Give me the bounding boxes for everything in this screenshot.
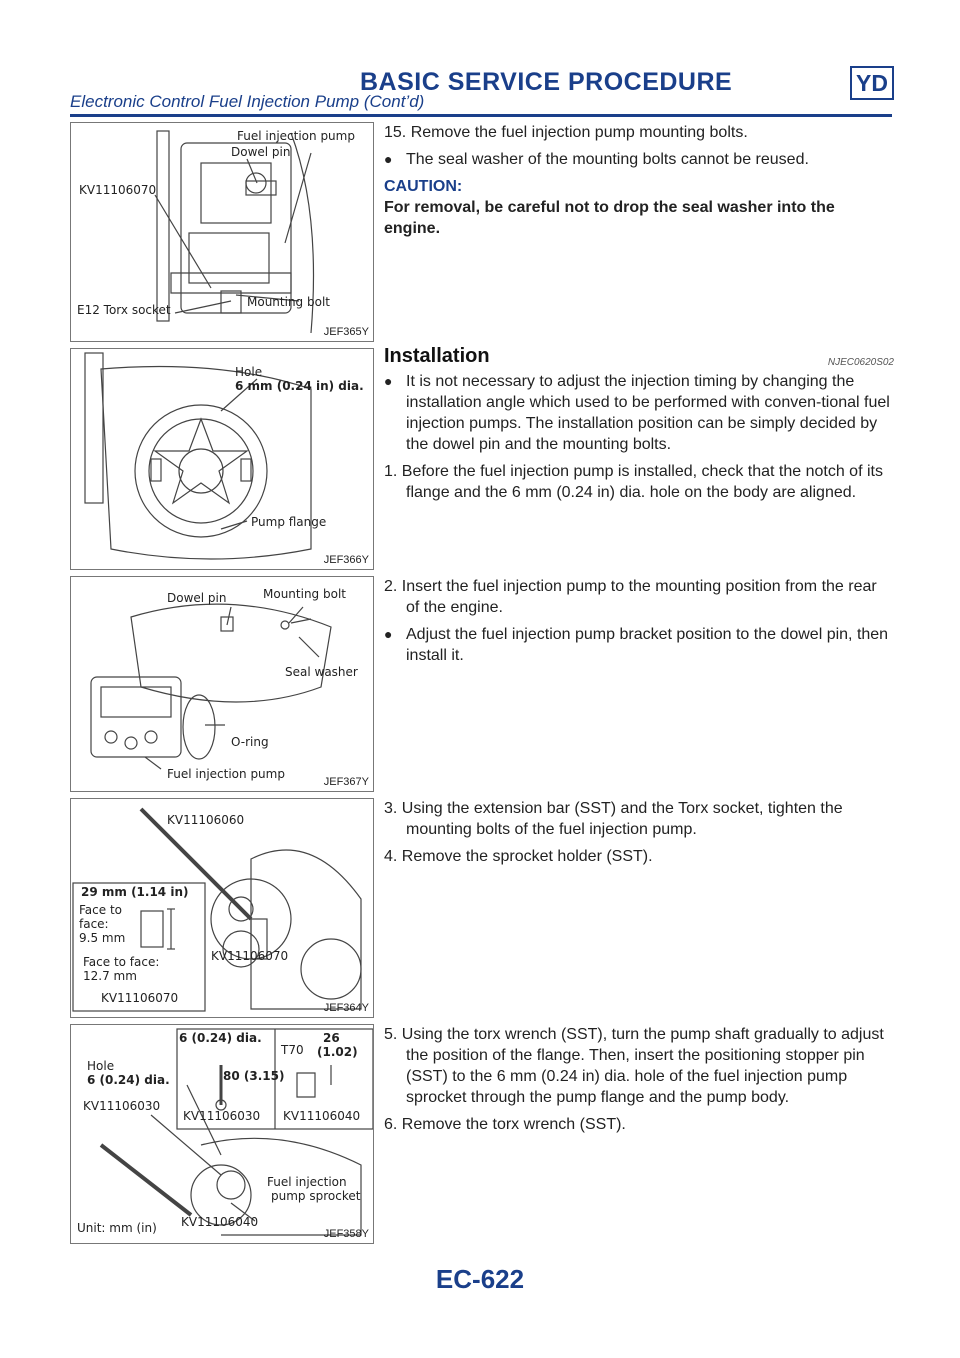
engine-badge: YD xyxy=(850,66,894,100)
label-kv11106030-b: KV11106030 xyxy=(183,1109,261,1123)
section-removal xyxy=(384,122,894,245)
bullet-icon: ● xyxy=(384,151,393,167)
figure-code: JEF358Y xyxy=(323,1228,369,1240)
illustration-pump-install xyxy=(71,577,373,791)
label-t70: T70 xyxy=(281,1043,304,1057)
figure-code: JEF367Y xyxy=(323,776,369,788)
label-pump-sprocket: pump sprocket xyxy=(271,1189,361,1203)
section-code: NJEC0620S02 xyxy=(827,357,894,368)
label-o-ring: O-ring xyxy=(231,735,269,749)
figure-jef367y xyxy=(70,576,374,792)
label-kv11106070: KV11106070 xyxy=(79,183,157,197)
label-hole-size: 6 mm (0.24 in) dia. xyxy=(235,379,364,393)
label-dowel-pin: Dowel pin xyxy=(167,591,227,605)
caution-heading: CAUTION: xyxy=(384,178,463,195)
label-pin-length: 80 (3.15) xyxy=(223,1069,285,1083)
bullet-injection-timing xyxy=(384,371,894,455)
bullet-text: Adjust the fuel injection pump bracket position to the dowel pin, then install it. xyxy=(406,626,889,664)
label-dowel-pin: Dowel pin xyxy=(231,145,291,159)
label-29mm: 29 mm (1.14 in) xyxy=(81,885,189,899)
label-face-to-face: Face to face: xyxy=(83,955,160,969)
section-installation xyxy=(384,346,894,509)
bullet-icon: ● xyxy=(384,626,393,642)
label-fuel-injection: Fuel injection xyxy=(267,1175,347,1189)
bullet-icon: ● xyxy=(384,373,393,389)
label-hole-dia: 6 (0.24) dia. xyxy=(87,1073,170,1087)
label-kv11106070-b: KV11106070 xyxy=(101,991,179,1005)
label-unit: Unit: mm (in) xyxy=(77,1221,157,1235)
label-12-7mm: 12.7 mm xyxy=(83,969,137,983)
label-mounting-bolt: Mounting bolt xyxy=(247,295,330,309)
step-4: 4. Remove the sprocket holder (SST). xyxy=(384,848,653,865)
step-6: 6. Remove the torx wrench (SST). xyxy=(384,1116,626,1133)
bullet-text: It is not necessary to adjust the injection timing by changing the installation angle which used to be performed with conven-tional fuel injection pumps. The installation position can be simply decided by the dowel pin and the mounting bolts. xyxy=(406,373,890,453)
label-seal-washer: Seal washer xyxy=(285,665,358,679)
section-tighten xyxy=(384,798,894,873)
label-pump-flange: Pump flange xyxy=(251,515,327,529)
figure-code: JEF366Y xyxy=(323,554,369,566)
label-1-02: (1.02) xyxy=(317,1045,358,1059)
page-subtitle: Electronic Control Fuel Injection Pump (Cont’d) xyxy=(70,92,425,111)
label-mounting-bolt: Mounting bolt xyxy=(263,587,346,601)
page-title: BASIC SERVICE PROCEDURE xyxy=(360,68,733,96)
header-divider xyxy=(70,114,892,117)
label-9-5mm: 9.5 mm xyxy=(79,931,126,945)
step-1: 1. Before the fuel injection pump is installed, check that the notch of its flange and the 6 mm (0.24 in) dia. hole on the body are aligned. xyxy=(384,463,883,501)
label-fuel-injection-pump: Fuel injection pump xyxy=(167,767,285,781)
figure-jef365y xyxy=(70,122,374,342)
section-heading xyxy=(384,346,894,367)
label-kv11106070-a: KV11106070 xyxy=(211,949,289,963)
figure-jef366y xyxy=(70,348,374,570)
label-kv11106040-b: KV11106040 xyxy=(181,1215,259,1229)
label-kv11106060: KV11106060 xyxy=(167,813,245,827)
label-face: face: xyxy=(79,917,109,931)
step-15: 15. Remove the fuel injection pump mounting bolts. xyxy=(384,124,748,141)
section-flange-adjust xyxy=(384,1024,894,1141)
label-26: 26 xyxy=(323,1031,340,1045)
label-kv11106040-a: KV11106040 xyxy=(283,1109,361,1123)
label-kv11106030-a: KV11106030 xyxy=(83,1099,161,1113)
figure-jef364y xyxy=(70,798,374,1018)
label-e12-torx-socket: E12 Torx socket xyxy=(77,303,171,317)
section-insert-pump xyxy=(384,576,894,672)
step-5: 5. Using the torx wrench (SST), turn the pump shaft gradually to adjust the position of the flange. Then, insert the positioning stopper pin (SST) to the 6 mm (0.24 in) dia. hole of the fuel injection pump sprocket through the pump flange and the pump body. xyxy=(384,1026,884,1106)
label-hole: Hole xyxy=(87,1059,115,1073)
label-hole: Hole xyxy=(235,365,263,379)
bullet-seal-washer xyxy=(384,149,894,170)
figure-code: JEF364Y xyxy=(323,1002,369,1014)
bullet-bracket xyxy=(384,624,894,666)
step-2: 2. Insert the fuel injection pump to the mounting position from the rear of the engine. xyxy=(384,578,877,616)
section-title: Installation xyxy=(384,345,490,367)
label-face-to: Face to xyxy=(79,903,122,917)
page-number: EC-622 xyxy=(435,1264,525,1294)
label-pin-dia: 6 (0.24) dia. xyxy=(179,1031,262,1045)
caution-text: For removal, be careful not to drop the seal washer into the engine. xyxy=(384,199,835,237)
label-fuel-injection-pump: Fuel injection pump xyxy=(237,129,355,143)
bullet-text: The seal washer of the mounting bolts cannot be reused. xyxy=(406,151,809,168)
figure-code: JEF365Y xyxy=(323,326,369,338)
step-3: 3. Using the extension bar (SST) and the Torx socket, tighten the mounting bolts of the fuel injection pump. xyxy=(384,800,843,838)
figure-jef358y xyxy=(70,1024,374,1244)
